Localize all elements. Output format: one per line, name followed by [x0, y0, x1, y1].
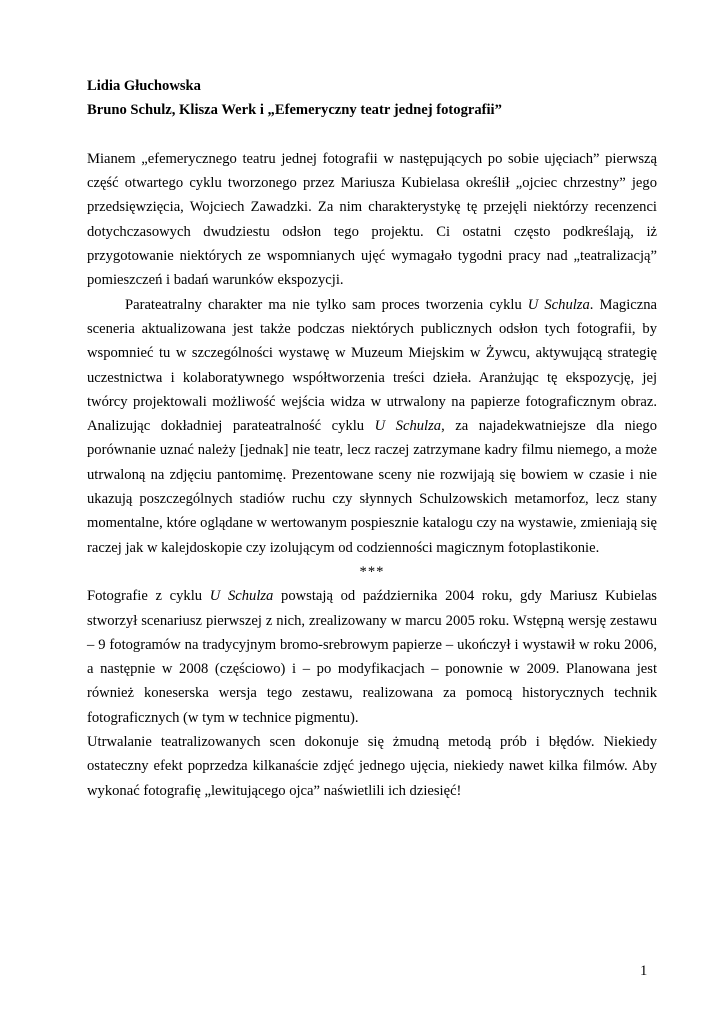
paragraph-4 [87, 730, 657, 803]
paragraph-3 [87, 584, 657, 730]
paragraph-text: powstają od października 2004 roku, gdy Mariusz Kubielas stworzył scenariusz pierwszej z nich, zrealizowany w marcu 2005 roku. Wstępną wersję zestawu – 9 fotogramów na tradycyjnym bromo-srebrowym papierze – ukończył i wystawił w roku 2006, a następnie w 2008 (częściowo) i – po modyfikacjach – ponownie w 2009. Planowana jest również koneserska wersja tego zestawu, realizowana za pomocą historycznych technik fotograficznych (w tym w technice pigmentu). [87, 588, 657, 726]
paragraph-1 [87, 147, 657, 293]
italic-title-text: U Schulza [527, 296, 590, 313]
italic-title-text: U Schulza [209, 588, 274, 605]
paragraph-text: Parateatralny charakter ma nie tylko sam proces tworzenia cyklu [125, 296, 528, 313]
paragraph-text: , za najadekwatniejsze dla niego porównanie uznać należy [jednak] nie teatr, lecz raczej zatrzymane kadry filmu niemego, a może utrwaloną na zdjęciu pantomimę. Prezentowane sceny nie rozwijają się bowiem w czasie i nie ukazują poszczególnych stadiów ruchu czy słynnych Schulzowskich metamorfoz, lecz stany momentalne, które oglądane w wertowanym pospiesznie katalogu czy na wystawie, zmieniają się raczej jak w kalejdoskopie czy izolującym od codzienności magicznym fotoplastikonie. [87, 418, 657, 556]
paragraph-2 [87, 293, 657, 560]
blank-line [87, 123, 657, 147]
paragraph-text: Utrwalanie teatralizowanych scen dokonuje się żmudną metodą prób i błędów. Niekiedy ostateczny efekt poprzedza kilkanaście zdjęć jednego ujęcia, niekiedy nawet kilka filmów. Aby wykonać fotografię „lewitującego ojca” naświetlili ich dziesięć! [87, 734, 657, 799]
article-title: Bruno Schulz, Klisza Werk i „Efemeryczny teatr jednej fotografii” [87, 102, 502, 119]
author-name: Lidia Głuchowska [87, 78, 201, 94]
paragraph-text: . Magiczna sceneria aktualizowana jest także podczas niektórych publicznych odsłon tych fotografii, by wspomnieć tu w szczególności wystawę w Muzeum Miejskim w Żywcu, aktywującą strategię uczestnictwa i kolaboratywnego współtworzenia treści dzieła. Aranżując tę ekspozycję, jej twórcy projektowali możliwość wejścia widza w utrwalony na papierze fotograficznym obraz. Analizując dokładniej parateatralność cyklu [87, 296, 657, 435]
page-number: 1 [640, 963, 648, 979]
paragraph-text: Fotografie z cyklu [87, 588, 210, 605]
italic-title-text: U Schulza [374, 418, 442, 435]
document-page [87, 74, 657, 803]
paragraph-text: Mianem „efemerycznego teatru jednej fotografii w następujących po sobie ujęciach” pierwszą część otwartego cyklu tworzonego przez Mariusza Kubielasa określił „ojciec chrzestny” jego przedsięwzięcia, Wojciech Zawadzki. Za nim charakterystykę tę przejęli niektórzy recenzenci dotychczasowych dwudziestu odsłon tego projektu. Ci ostatni często podkreślają, iż przygotowanie niektórych ze wspomnianych ujęć wymagało tygodni pracy nad „teatralizacją” pomieszczeń i badań warunków ekspozycji. [87, 150, 657, 289]
section-separator: *** [359, 563, 385, 580]
